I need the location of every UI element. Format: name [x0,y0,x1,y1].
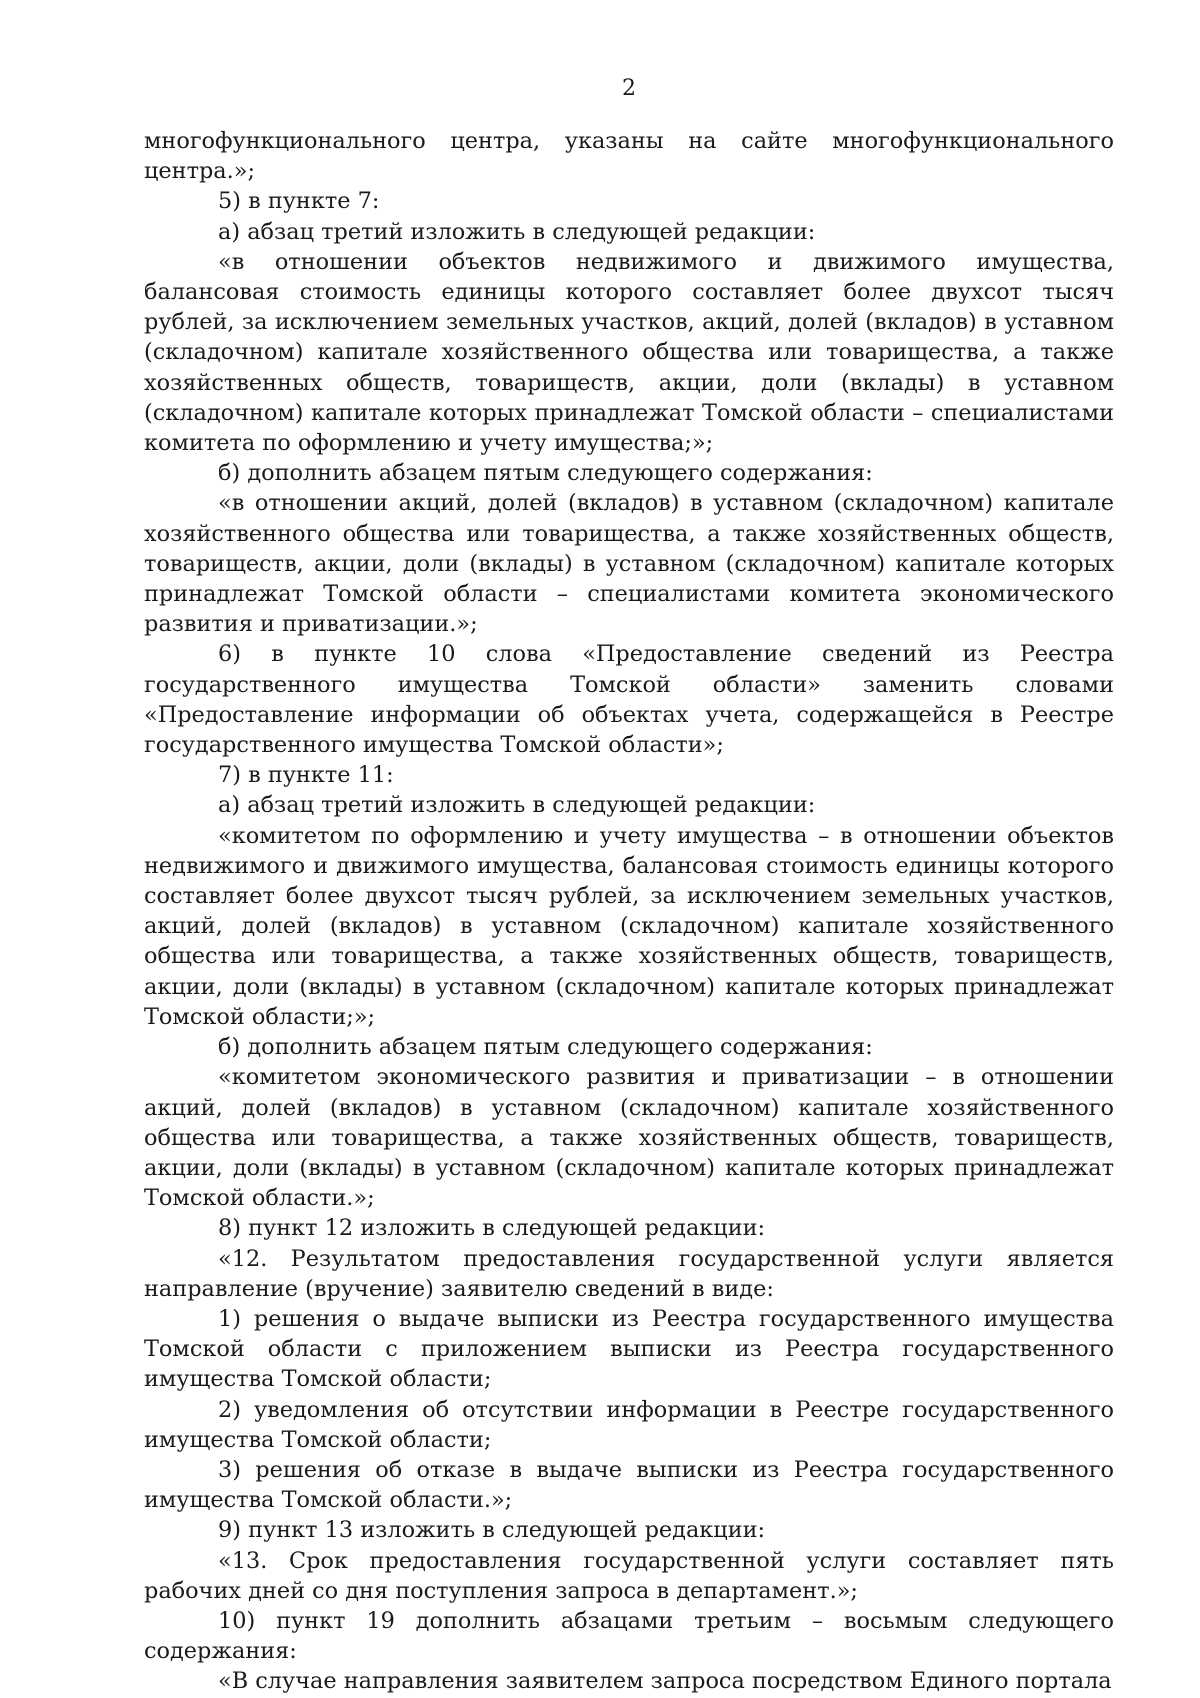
document-page [144,0,1114,1698]
paragraph-13: 8) пункт 12 изложить в следующей редакции: [218,1215,766,1242]
paragraph-10: «комитетом по оформлению и учету имущества – в отношении объектов недвижимого и движимого имущества, балансовая стоимость единицы которого составляет более двухсот тысяч рублей, за исключением земельных участков, акций, долей (вкладов) в уставном (складочном) капитале хозяйственного общества или товарищества, а также хозяйственных обществ, товариществ, акции, доли (вклады) в уставном (складочном) капитале которых принадлежат Томской области;»; [144,822,1114,1030]
paragraph-20: 10) пункт 19 дополнить абзацами третьим – восьмым следующего содержания: [144,1607,1114,1665]
document-body [144,126,1114,1697]
paragraph-8: 7) в пункте 11: [218,762,394,789]
paragraph-17: 3) решения об отказе в выдаче выписки из Реестра государственного имущества Томской области.»; [144,1456,1114,1514]
paragraph-6: «в отношении акций, долей (вкладов) в уставном (складочном) капитале хозяйственного общества или товарищества, а также хозяйственных обществ, товариществ, акции, доли (вклады) в уставном (складочном) капитале которых принадлежат Томской области – специалистами комитета экономического развития и приватизации.»; [144,490,1114,638]
paragraph-4: «в отношении объектов недвижимого и движимого имущества, балансовая стоимость единицы которого составляет более двухсот тысяч рублей, за исключением земельных участков, акций, долей (вкладов) в уставном (складочном) капитале хозяйственного общества или товарищества, а также хозяйственных обществ, товариществ, акции, доли (вклады) в уставном (складочном) капитале которых принадлежат Томской области – специалистами комитета по оформлению и учету имущества;»; [144,248,1114,457]
paragraph-7: 6) в пункте 10 слова «Предоставление сведений из Реестра государственного имущества Томской области» заменить словами «Предоставление информации об объектах учета, содержащейся в Реестре государственного имущества Томской области»; [144,641,1114,759]
paragraph-15: 1) решения о выдаче выписки из Реестра государственного имущества Томской области с приложением выписки из Реестра государственного имущества Томской области; [144,1305,1114,1393]
paragraph-11: б) дополнить абзацем пятым следующего содержания: [218,1034,873,1061]
paragraph-5: б) дополнить абзацем пятым следующего содержания: [218,460,873,487]
paragraph-3: а) абзац третий изложить в следующей редакции: [218,218,816,245]
paragraph-1: многофункционального центра, указаны на сайте многофункционального центра.»; [144,128,1114,185]
paragraph-9: а) абзац третий изложить в следующей редакции: [218,792,816,819]
paragraph-21: «В случае направления заявителем запроса посредством Единого портала [218,1668,1112,1695]
paragraph-18: 9) пункт 13 изложить в следующей редакции: [218,1517,766,1544]
paragraph-2: 5) в пункте 7: [218,188,380,215]
paragraph-12: «комитетом экономического развития и приватизации – в отношении акций, долей (вкладов) в уставном (складочном) капитале хозяйственного общества или товарищества, а также хозяйственных обществ, товариществ, акции, доли (вклады) в уставном (складочном) капитале которых принадлежат Томской области.»; [144,1064,1114,1212]
page-number: 2 [622,76,636,101]
paragraph-19: «13. Срок предоставления государственной услуги составляет пять рабочих дней со дня поступления запроса в департамент.»; [144,1547,1114,1604]
paragraph-16: 2) уведомления об отсутствии информации в Реестре государственного имущества Томской области; [144,1396,1114,1453]
paragraph-14: «12. Результатом предоставления государственной услуги является направление (вручение) заявителю сведений в виде: [144,1245,1114,1302]
